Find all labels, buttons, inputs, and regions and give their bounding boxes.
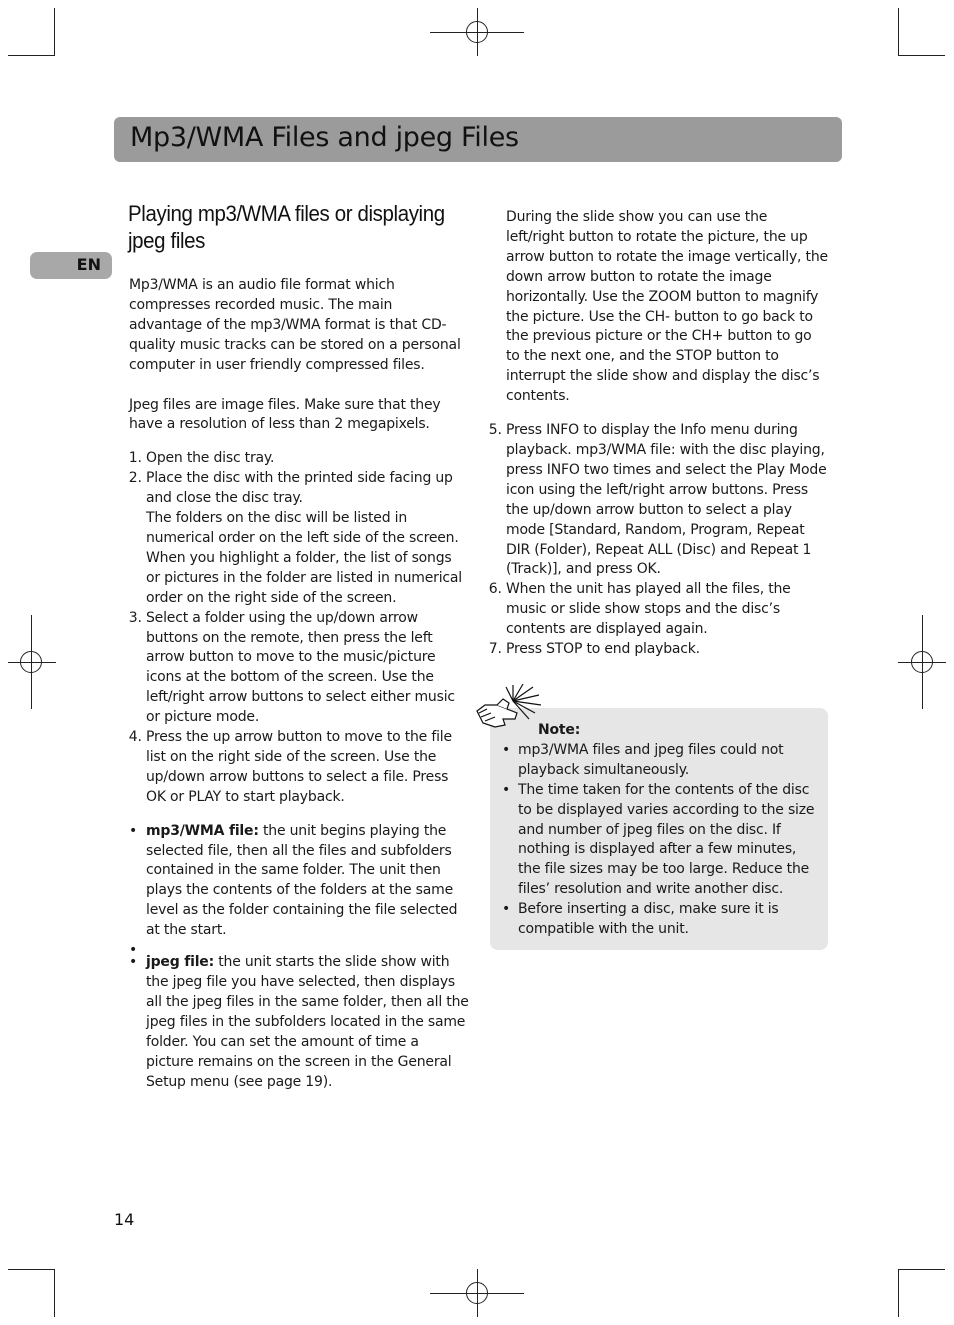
language-tab-label: EN xyxy=(76,255,101,274)
crop-mark-top-left-v xyxy=(54,8,55,56)
left-column xyxy=(129,276,469,1092)
crop-mark-bottom-right-h xyxy=(898,1269,945,1270)
note-item: • The time taken for the contents of the disc to be displayed varies according to the size and number of jpeg files on the disc. If nothing is displayed after a few minutes, the file sizes may be too large. Reduce the files’ resolution and write another disc. xyxy=(518,781,820,900)
step-item: 2. Place the disc with the printed side facing up and close the disc tray. The folders on the disc will be listed in numerical order on the left side of the screen. When you highlight a folder, the list of songs or pictures in the folder are listed in numerical order on the right side of the screen. xyxy=(146,469,469,608)
crop-mark-bottom-right-v xyxy=(898,1269,899,1317)
crop-mark-top-right-h xyxy=(898,55,945,56)
note-list xyxy=(502,741,820,940)
step-item: 5. Press INFO to display the Info menu during playback. mp3/WMA file: with the disc playing, press INFO two times and select the Play Mode icon using the left/right arrow buttons. Press the up/down arrow button to select a play mode [Standard, Random, Program, Repeat DIR (Folder), Repeat ALL (Disc) and Repeat 1 (Track)], and press OK. xyxy=(506,421,829,580)
crop-mark-top-right-v xyxy=(898,8,899,56)
steps-list-continued xyxy=(489,421,829,660)
note-title: Note: xyxy=(538,722,581,738)
note-hand-icon xyxy=(473,683,545,739)
intro-paragraph-jpeg: Jpeg files are image files. Make sure that they have a resolution of less than 2 megapixels. xyxy=(129,396,441,433)
crop-mark-top-left-h xyxy=(8,55,55,56)
crop-mark-bottom-left-h xyxy=(8,1269,55,1270)
language-tab xyxy=(30,252,112,279)
file-type-bullets xyxy=(129,822,469,1093)
page-number: 14 xyxy=(114,1210,135,1229)
title-bar xyxy=(114,117,842,162)
step-item: 3. Select a folder using the up/down arrow buttons on the remote, then press the left arrow button to move to the music/picture icons at the bottom of the screen. Use the left/right arrow buttons to select either music or picture mode. xyxy=(146,609,469,728)
step-2-detail: The folders on the disc will be listed in numerical order on the left side of the screen. When you highlight a folder, the list of songs or pictures in the folder are listed in numerical order on the right side of the screen. xyxy=(146,510,462,606)
intro-paragraph-mp3: Mp3/WMA is an audio file format which compresses recorded music. The main advantage of the mp3/WMA format is that CD-quality music tracks can be stored on a personal computer in user friendly compressed files. xyxy=(129,277,461,373)
step-item: 4. Press the up arrow button to move to the file list on the right side of the screen. Use the up/down arrow buttons to select a file. Press OK or PLAY to start playback. xyxy=(146,728,469,808)
section-heading: Playing mp3/WMA files or displaying jpeg files xyxy=(128,201,445,253)
slideshow-paragraph: During the slide show you can use the left/right button to rotate the picture, the up arrow button to rotate the image vertically, the down arrow button to rotate the image horizontally. Use the ZOOM button to magnify the picture. Use the CH- button to go back to the previous picture or the CH+ button to go to the next one, and the STOP button to interrupt the slide show and display the disc’s contents. xyxy=(506,209,828,405)
bullet-mp3-file: • mp3/WMA file: the unit begins playing the selected file, then all the files and subfolders contained in the same folder. The unit then plays the contents of the folders at the same level as the folder containing the file selected at the start. xyxy=(146,822,469,941)
steps-list xyxy=(129,449,469,807)
step-item: 6. When the unit has played all the files, the music or slide show stops and the disc’s contents are displayed again. xyxy=(506,580,829,640)
step-item: 1. Open the disc tray. xyxy=(146,449,469,469)
right-column xyxy=(489,208,829,660)
bullet-jpeg-file: • jpeg file: the unit starts the slide show with the jpeg file you have selected, then displays all the jpeg files in the same folder, then all the jpeg files in the subfolders located in the same folder. You can set the amount of time a picture remains on the screen in the General Setup menu (see page 19). xyxy=(146,953,469,1092)
note-item: • Before inserting a disc, make sure it is compatible with the unit. xyxy=(518,900,820,940)
note-box xyxy=(490,708,828,950)
step-item: 7. Press STOP to end playback. xyxy=(506,640,829,660)
page-title: Mp3/WMA Files and jpeg Files xyxy=(130,122,519,153)
note-item: • mp3/WMA files and jpeg files could not playback simultaneously. xyxy=(518,741,820,781)
crop-mark-bottom-left-v xyxy=(54,1269,55,1317)
